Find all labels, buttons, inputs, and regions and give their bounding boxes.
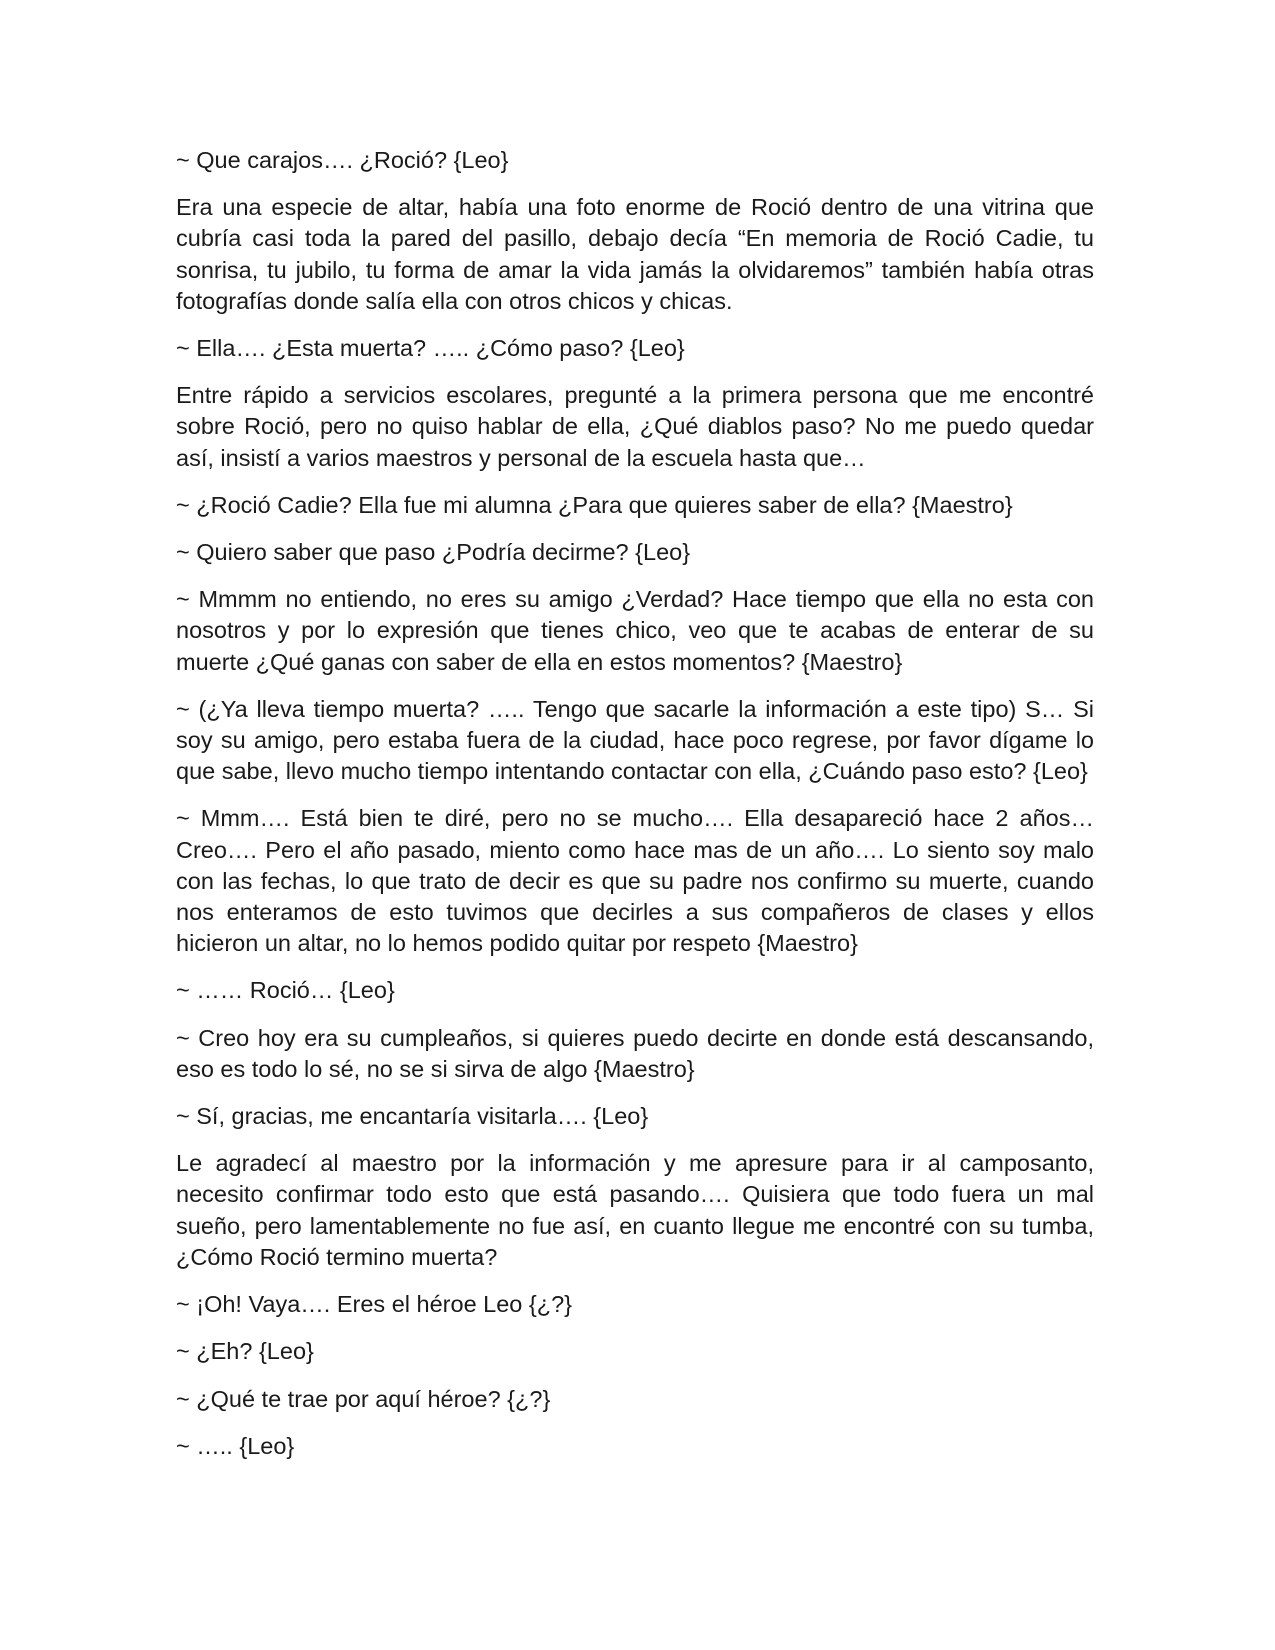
dialogue-line: ~ Creo hoy era su cumpleaños, si quieres puedo decirte en donde está descansando, eso es todo lo sé, no se si sirva de algo {Maestro}: [176, 1024, 1094, 1082]
dialogue-line: ~ Quiero saber que paso ¿Podría decirme? {Leo}: [176, 539, 691, 566]
dialogue-line: ~ …… Roció… {Leo}: [176, 977, 395, 1004]
dialogue-line: ~ Mmmm no entiendo, no eres su amigo ¿Verdad? Hace tiempo que ella no esta con nosotros y por lo expresión que tienes chico, veo que te acabas de enterar de su muerte ¿Qué ganas con saber de ella en estos momentos? {Maestro}: [176, 586, 1094, 675]
dialogue-line: ~ ¡Oh! Vaya…. Eres el héroe Leo {¿?}: [176, 1291, 573, 1318]
dialogue-line: ~ (¿Ya lleva tiempo muerta? ….. Tengo que sacarle la información a este tipo) S… Si soy su amigo, pero estaba fuera de la ciudad, hace poco regrese, por favor dígame lo que sabe, llevo mucho tiempo intentando contactar con ella, ¿Cuándo paso esto? {Leo}: [176, 695, 1094, 785]
document-body: [176, 145, 1094, 1478]
dialogue-line: ~ ¿Qué te trae por aquí héroe? {¿?}: [176, 1385, 551, 1412]
dialogue-line: ~ ….. {Leo}: [176, 1432, 295, 1459]
dialogue-line: ~ Mmm…. Está bien te diré, pero no se mucho…. Ella desapareció hace 2 años… Creo…. Pero el año pasado, miento como hace mas de un año…. Lo siento soy malo con las fechas, lo que trato de decir es que su padre nos confirmo su muerte, cuando nos enteramos de esto tuvimos que decirles a sus compañeros de clases y ellos hicieron un altar, no lo hemos podido quitar por respeto {Maestro}: [176, 805, 1094, 957]
narration-paragraph: Era una especie de altar, había una foto enorme de Roció dentro de una vitrina que cubría casi toda la pared del pasillo, debajo decía “En memoria de Roció Cadie, tu sonrisa, tu jubilo, tu forma de amar la vida jamás la olvidaremos” también había otras fotografías donde salía ella con otros chicos y chicas.: [176, 194, 1094, 314]
narration-paragraph: Entre rápido a servicios escolares, pregunté a la primera persona que me encontré sobre Roció, pero no quiso hablar de ella, ¿Qué diablos paso? No me puedo quedar así, insistí a varios maestros y personal de la escuela hasta que…: [176, 382, 1094, 471]
dialogue-line: ~ Que carajos…. ¿Roció? {Leo}: [176, 147, 509, 173]
dialogue-line: ~ Ella…. ¿Esta muerta? ….. ¿Cómo paso? {Leo}: [176, 335, 685, 362]
dialogue-line: ~ ¿Eh? {Leo}: [176, 1338, 314, 1365]
dialogue-line: ~ ¿Roció Cadie? Ella fue mi alumna ¿Para que quieres saber de ella? {Maestro}: [176, 491, 1013, 518]
dialogue-line: ~ Sí, gracias, me encantaría visitarla…. {Leo}: [176, 1103, 649, 1130]
narration-paragraph: Le agradecí al maestro por la información y me apresure para ir al camposanto, necesito confirmar todo esto que está pasando…. Quisiera que todo fuera un mal sueño, pero lamentablemente no fue así, en cuanto llegue me encontré con su tumba, ¿Cómo Roció termino muerta?: [176, 1150, 1094, 1270]
